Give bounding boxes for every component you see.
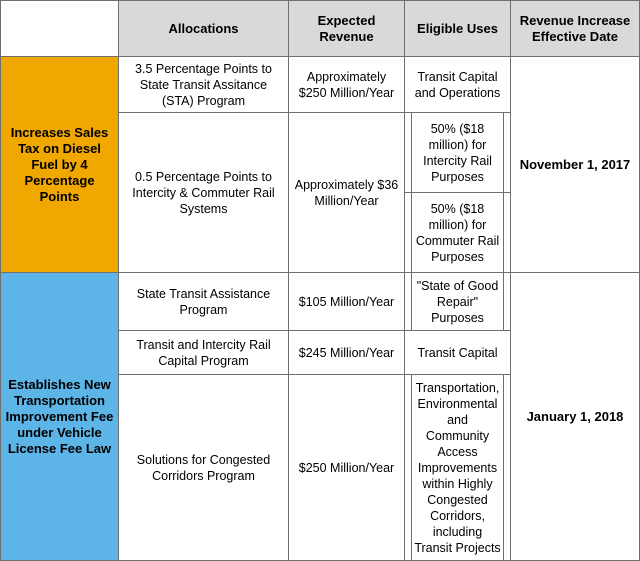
allocation-cell: Solutions for Congested Corridors Program (119, 375, 289, 561)
revenue-cell: $245 Million/Year (289, 331, 405, 375)
eligible-use-cell (405, 273, 511, 331)
effective-date-cell: January 1, 2018 (511, 273, 640, 561)
eligible-use-cell (405, 375, 511, 561)
allocation-cell: 3.5 Percentage Points to State Transit Assitance (STA) Program (119, 57, 289, 113)
header-allocations: Allocations (119, 1, 289, 57)
header-effective-date: Revenue Increase Effective Date (511, 1, 640, 57)
allocation-cell: 0.5 Percentage Points to Intercity & Commuter Rail Systems (119, 113, 289, 273)
header-blank (1, 1, 119, 57)
eligible-use-cell: Transit Capital (405, 331, 511, 375)
state-of-good-repair-use: "State of Good Repair" Purposes (411, 273, 504, 330)
eligible-use-cell (405, 113, 511, 193)
intercity-rail-use: 50% ($18 million) for Intercity Rail Purposes (411, 113, 504, 192)
header-row (1, 1, 640, 57)
allocation-cell: State Transit Assistance Program (119, 273, 289, 331)
revenue-cell: Approximately $250 Million/Year (289, 57, 405, 113)
table-row (1, 57, 640, 113)
header-eligible-uses: Eligible Uses (405, 1, 511, 57)
allocation-cell: Transit and Intercity Rail Capital Program (119, 331, 289, 375)
revenue-cell: $105 Million/Year (289, 273, 405, 331)
table-row (1, 273, 640, 331)
revenue-cell: $250 Million/Year (289, 375, 405, 561)
corridors-use: Transportation, Environmental and Community Access Improvements within Highly Congested Corridors, including Transit Projects (411, 375, 504, 560)
diesel-tax-label: Increases Sales Tax on Diesel Fuel by 4 Percentage Points (1, 57, 119, 273)
effective-date-cell: November 1, 2017 (511, 57, 640, 273)
header-expected-revenue: Expected Revenue (289, 1, 405, 57)
eligible-use-cell: Transit Capital and Operations (405, 57, 511, 113)
eligible-use-cell (405, 193, 511, 273)
vehicle-fee-label: Establishes New Transportation Improvement Fee under Vehicle License Fee Law (1, 273, 119, 561)
commuter-rail-use: 50% ($18 million) for Commuter Rail Purposes (411, 193, 504, 272)
revenue-cell: Approximately $36 Million/Year (289, 113, 405, 273)
